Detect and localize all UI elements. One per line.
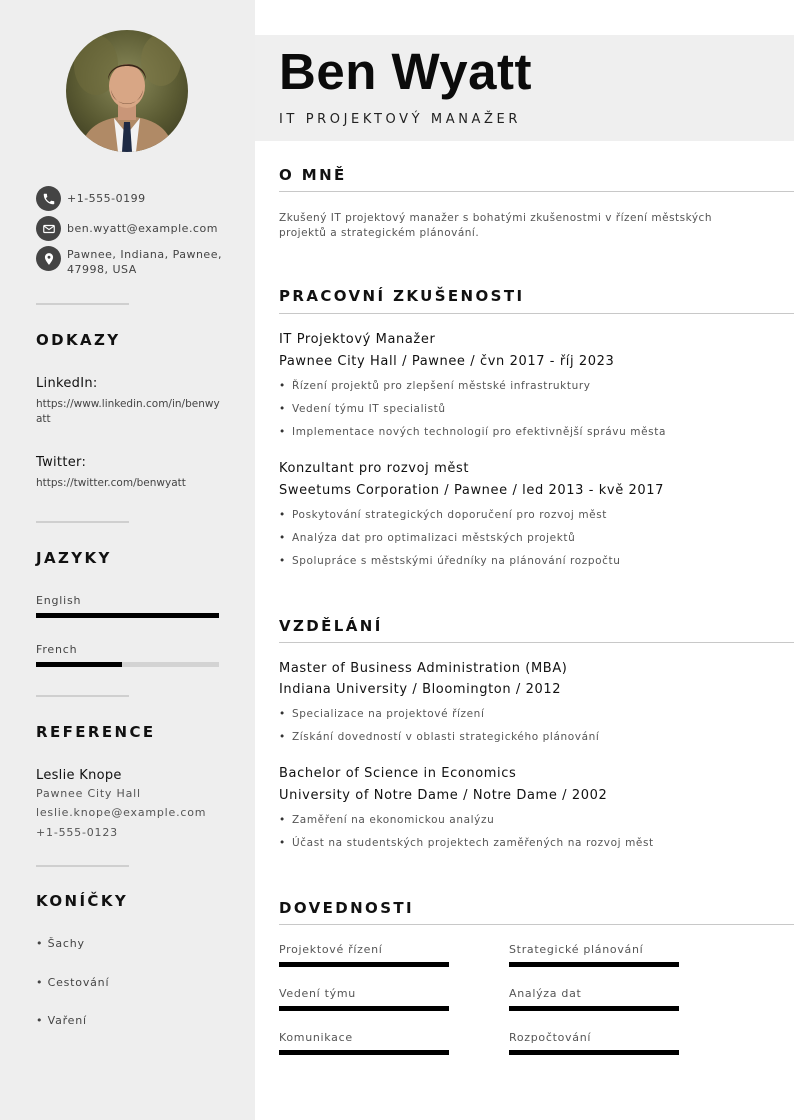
job-title: IT Projektový Manažer: [279, 332, 436, 347]
sidebar: [0, 0, 255, 1120]
section-divider: [279, 642, 794, 643]
hobby-label: Cestování: [47, 976, 110, 989]
degree-school: University of Notre Dame / Notre Dame / 2002: [279, 788, 608, 803]
skill-name: Vedení týmu: [279, 987, 356, 1000]
job-title: Konzultant pro rozvoj měst: [279, 461, 470, 476]
skill-level-bar: [279, 1006, 449, 1011]
reference-phone: +1-555-0123: [36, 826, 118, 839]
hobby-item: • Cestování: [36, 976, 110, 989]
job-bullet: • Spolupráce s městskými úředníky na plánování rozpočtu: [279, 555, 621, 567]
profile-photo: [66, 30, 188, 152]
hobby-label: Šachy: [47, 937, 85, 950]
twitter-link[interactable]: https://twitter.com/benwyatt: [36, 477, 186, 489]
main-content: [255, 0, 794, 1120]
section-divider: [279, 313, 794, 314]
map-pin-icon: [36, 246, 61, 271]
skill-level-fill: [509, 1006, 679, 1011]
phone-text: +1-555-0199: [67, 192, 146, 205]
skill-level-bar: [279, 1050, 449, 1055]
envelope-icon: [36, 216, 61, 241]
job-bullet: • Poskytování strategických doporučení pro rozvoj měst: [279, 509, 607, 521]
skill-level-bar: [279, 962, 449, 967]
hobbies-heading: KONÍČKY: [36, 892, 129, 910]
skill-name: Rozpočtování: [509, 1031, 592, 1044]
hobby-label: Vaření: [47, 1014, 87, 1027]
degree-school: Indiana University / Bloomington / 2012: [279, 682, 562, 697]
section-divider: [279, 924, 794, 925]
language-name: English: [36, 594, 82, 607]
language-level-fill: [36, 613, 219, 618]
linkedin-label: LinkedIn:: [36, 376, 98, 391]
skill-name: Komunikace: [279, 1031, 353, 1044]
skill-name: Projektové řízení: [279, 943, 383, 956]
language-level-bar: [36, 662, 219, 667]
contact-phone: [36, 186, 227, 211]
hobby-item: • Šachy: [36, 937, 85, 950]
twitter-label: Twitter:: [36, 455, 87, 470]
address-line-2: 47998, USA: [67, 263, 137, 276]
skill-level-bar: [509, 1050, 679, 1055]
job-bullet: • Vedení týmu IT specialistů: [279, 403, 446, 415]
linkedin-link[interactable]: https://www.linkedin.com/in/benwyatt: [36, 398, 220, 425]
section-divider: [279, 191, 794, 192]
degree-bullet: • Zaměření na ekonomickou analýzu: [279, 814, 494, 826]
skill-level-fill: [279, 1050, 449, 1055]
degree-title: Bachelor of Science in Economics: [279, 766, 517, 781]
degree-bullet: • Účast na studentských projektech zaměřených na rozvoj měst: [279, 837, 654, 849]
candidate-title: IT PROJEKTOVÝ MANAŽER: [279, 112, 521, 127]
contact-email: [36, 216, 227, 241]
job-bullet: • Analýza dat pro optimalizaci městských projektů: [279, 532, 575, 544]
links-heading: ODKAZY: [36, 331, 121, 349]
avatar: [66, 30, 188, 152]
email-link[interactable]: ben.wyatt@example.com: [67, 222, 218, 235]
language-level-bar: [36, 613, 219, 618]
hobby-item: • Vaření: [36, 1014, 87, 1027]
experience-heading: PRACOVNÍ ZKUŠENOSTI: [279, 287, 525, 305]
job-bullet: • Řízení projektů pro zlepšení městské infrastruktury: [279, 380, 591, 392]
references-heading: REFERENCE: [36, 723, 156, 741]
skill-level-fill: [279, 962, 449, 967]
sidebar-divider: [36, 521, 129, 523]
reference-organization: Pawnee City Hall: [36, 787, 141, 800]
sidebar-divider: [36, 865, 129, 867]
address-line-1: Pawnee, Indiana, Pawnee,: [67, 248, 222, 261]
phone-icon: [36, 186, 61, 211]
contact-address: [36, 246, 227, 277]
skill-level-bar: [509, 962, 679, 967]
skill-level-fill: [509, 1050, 679, 1055]
degree-bullet: • Získání dovedností v oblasti strategického plánování: [279, 731, 599, 743]
sidebar-divider: [36, 303, 129, 305]
address-text: [67, 246, 227, 277]
reference-email[interactable]: leslie.knope@example.com: [36, 806, 207, 819]
skill-level-bar: [509, 1006, 679, 1011]
skill-name: Analýza dat: [509, 987, 582, 1000]
skill-level-fill: [279, 1006, 449, 1011]
reference-name: Leslie Knope: [36, 768, 122, 783]
degree-bullet: • Specializace na projektové řízení: [279, 708, 484, 720]
job-employer: Sweetums Corporation / Pawnee / led 2013 - kvě 2017: [279, 483, 665, 498]
about-heading: O MNĚ: [279, 166, 347, 184]
language-level-fill: [36, 662, 122, 667]
skill-level-fill: [509, 962, 679, 967]
degree-title: Master of Business Administration (MBA): [279, 661, 568, 676]
skill-name: Strategické plánování: [509, 943, 644, 956]
education-heading: VZDĚLÁNÍ: [279, 617, 383, 635]
languages-heading: JAZYKY: [36, 549, 112, 567]
skills-heading: DOVEDNOSTI: [279, 899, 415, 917]
job-bullet: • Implementace nových technologií pro efektivnější správu města: [279, 426, 666, 438]
about-text: Zkušený IT projektový manažer s bohatými zkušenostmi v řízení městských projektů a strategickém plánování.: [279, 212, 712, 239]
job-employer: Pawnee City Hall / Pawnee / čvn 2017 - říj 2023: [279, 354, 615, 369]
sidebar-divider: [36, 695, 129, 697]
language-name: French: [36, 643, 78, 656]
candidate-name: Ben Wyatt: [279, 43, 532, 100]
